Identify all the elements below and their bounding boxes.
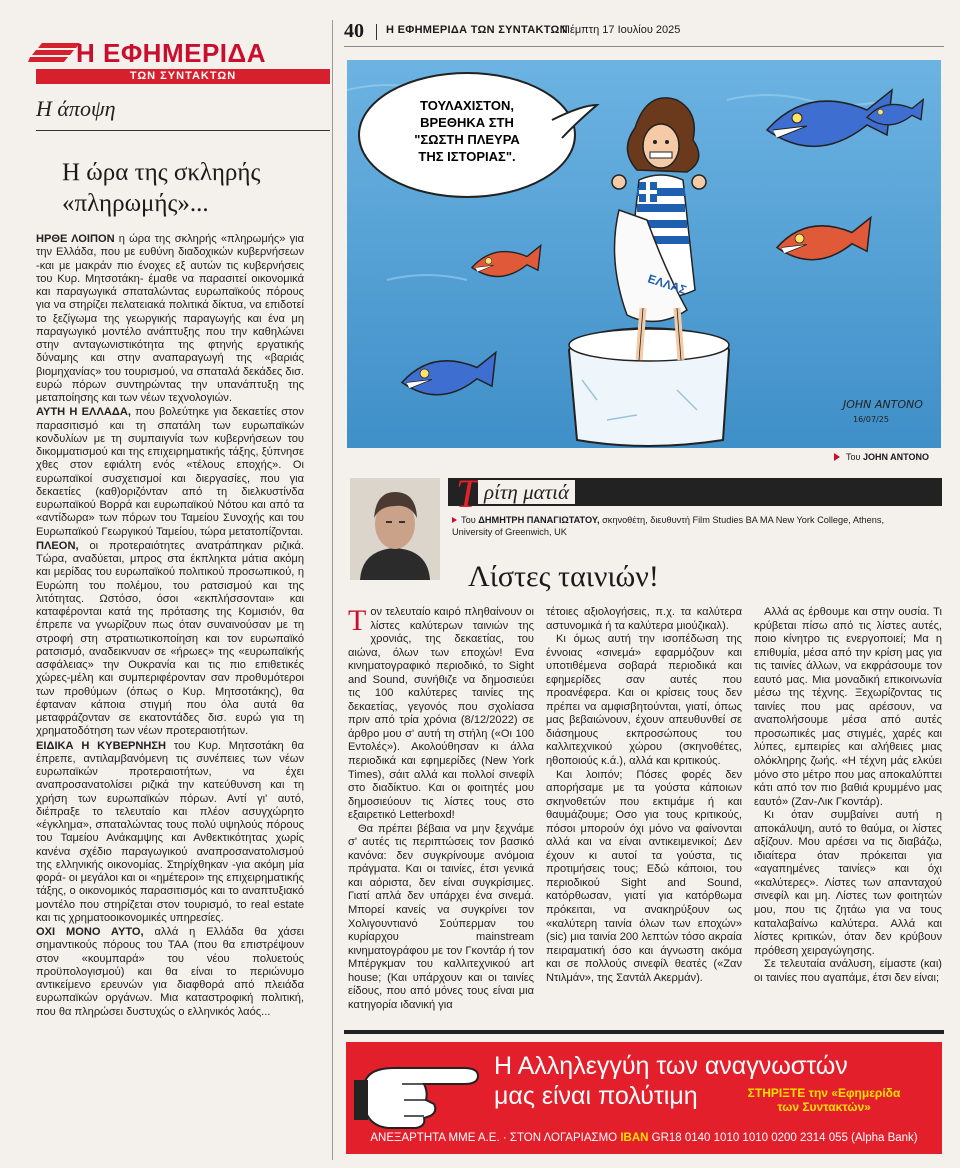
byline-prefix: Του: [461, 515, 479, 525]
byline: [452, 514, 922, 538]
editorial-paragraph: [36, 926, 304, 1019]
iban-label: IBAN: [620, 1132, 649, 1144]
paragraph-lead: ΕΙΔΙΚΑ Η ΚΥΒΕΡΝΗΣΗ: [36, 739, 167, 752]
author-role: σκηνοθέτη, διευθυντή Film Studies BA MA New York College, Athens, University of Greenwich, UK: [452, 515, 885, 537]
cartoon-illustration: [347, 60, 941, 448]
paragraph-lead: ΠΛΕΟΝ,: [36, 539, 79, 552]
ad-divider: [344, 1030, 944, 1034]
ad-bank-info: [346, 1132, 942, 1144]
cartoon-credit: [846, 452, 929, 462]
editorial-headline: [62, 157, 328, 219]
header-separator: [376, 24, 377, 40]
section-label: Η άποψη: [36, 96, 116, 121]
dress-label: ΕΛΛΑΣ: [646, 271, 689, 298]
header-rule: [344, 46, 944, 47]
iban-number: GR18 0140 1010 1010 0200 2314 055: [648, 1132, 848, 1144]
cartoon-date: 16/07/25: [853, 415, 889, 424]
speech-line: ΤΗΣ ΙΣΤΟΡΙΑΣ".: [418, 149, 516, 164]
byline-arrow-icon: [452, 517, 457, 523]
credit-prefix: Του: [846, 452, 863, 462]
article-paragraph: Αλλά ας έρθουμε και στην ουσία. Τι κρύβεται πίσω από τις λίστες αυτές, ποιο κίνητρο τις ενεργοποιεί; Μα η επιθυμία, μέσα από την κρίση μας για τις ταινίες άλλων, να εκφράσουμε τον εαυτό μας. Μια μοναδική επικοινωνία μέσω της τέχνης. Ξεχωρίζοντας τις ταινίες που μας αρέσουν, να αναπολήσουμε μέσα από αυτές προσωπικές μας στιγμές, χαρές και λύπες, εμπειρίες και αλήθειες μιας ολόκληρης ζωής. «Η τέχνη μάς ελκύει μόνο στο μέτρο που μας αποκαλύπτει κάτι από τον πιο βαθιά κρυμμένο μας εαυτό» (Ζαν-Λικ Γκοντάρ).: [754, 606, 942, 808]
editorial-paragraph: [36, 540, 304, 739]
author-portrait: [350, 478, 440, 580]
ice-floe: [569, 328, 729, 446]
issue-date: Πέμπτη 17 Ιουλίου 2025: [562, 24, 681, 36]
cartoon: [347, 60, 941, 448]
ad-support-line: των Συντακτών»: [777, 1100, 871, 1114]
editorial-body: [36, 233, 304, 1020]
section-divider: [36, 130, 330, 131]
article-paragraph: τέτοιες αξιολογήσεις, π.χ. τα καλύτερα αστυνομικά ή τα καλύτερα μιούζικαλ).: [546, 606, 742, 632]
article-paragraph: [348, 606, 534, 823]
masthead-title: Η ΕΦΗΜΕΡΙΔΑ: [76, 38, 266, 68]
paragraph-text: αλλά η Ελλάδα θα χάσει σημαντικούς πόρους του ΤΑΑ (που θα επιστρέψουν στον «κουμπαρά» του νέου πολυετούς προϋπολογισμού) και θα είναι το περιώνυμο αντικείμενο ερευνών για διαφθορά από πλειάδα ευρωπαϊκών οργάνων. Μια καταστροφική πολιτική, που θα πληρώσει δυστυχώς ο ελληνικός λαός...: [36, 926, 304, 1018]
article-paragraph: Κι όμως αυτή την ισοπέδωση της έννοιας «σινεμά» εφαρμόζουν και υποτιθέμενα σοβαρά περιοδικά και εφημερίδες σαν αυτές που προανέφερα. Και οι κρίσεις τους δεν πρέπει να αμφισβητούνται, γιατί, όπως μας βεβαιώνουν, έχουν απευθυνθεί σε διάσημους εκπροσώπους του καλλιτεχνικού χώρου (σκηνοθέτες, ηθοποιούς κ.ά.), αλλά και κριτικούς.: [546, 633, 742, 768]
pointing-hand-icon: [354, 1046, 504, 1136]
page-number: 40: [344, 20, 364, 42]
masthead-subtitle: ΤΩΝ ΣΥΝΤΑΚΤΩΝ: [36, 69, 330, 84]
ad-headline: Η Αλληλεγγύη των αναγνωστών: [494, 1052, 848, 1080]
paragraph-lead: ΟΧΙ ΜΟΝΟ ΑΥΤΟ,: [36, 926, 144, 938]
speech-line: ΒΡΕΘΗΚΑ ΣΤΗ: [420, 115, 514, 130]
credit-name: JOHN ANTONO: [862, 452, 929, 462]
paragraph-lead: ΑΥΤΗ Η ΕΛΛΑΔΑ,: [36, 406, 131, 419]
paragraph-text: του Κυρ. Μητσοτάκη θα έπρεπε, αντιλαμβανόμενη τις συνέπειες των νέων ευρωπαϊκών προτεραιοτήτων, να έχει αναπροσανατολίσει ριζικά την κατεύθυνση και τη χρήση των ευρωπαϊκών πόρων. Αντί γι' αυτό, διέπραξε το τελευταίο και πλέον ασυγχώρητο «έγκλημα», σπαταλώντας τους πολύ υψηλούς πόρους του Ταμείου Ανάκαμψης και Ανθεκτικότητας χωρίς κανένα σχέδιο παραγωγικού αναπροσανατολισμού της ελληνικής οικονομίας. Στηρίχθηκαν -για ακόμη μία φορά- οι μεγάλοι και οι «ημέτεροι» της επιχειρηματικής τάξης, ο οικονομικός παρασιτισμός και το αναπτυξιακό μοντέλο που στηρίζεται στον τουρισμό, το real estate και τις χρηματοοικονομικές υπηρεσίες.: [36, 739, 304, 924]
article-column: [754, 606, 942, 985]
bank-name: (Alpha Bank): [847, 1132, 918, 1144]
article-column: [546, 606, 742, 985]
ad-info-prefix: ΑΝΕΞΑΡΤΗΤΑ ΜΜΕ Α.Ε. · ΣΤΟΝ ΛΟΓΑΡΙΑΣΜΟ: [370, 1132, 621, 1144]
ad-support-line: ΣΤΗΡΙΞΤΕ την «Εφημερίδα: [747, 1086, 901, 1100]
editorial-paragraph: [36, 406, 304, 539]
column-name: ρίτη ματιά: [478, 480, 575, 504]
headline-line: «πληρωμής»...: [62, 190, 209, 217]
editorial-paragraph: [36, 740, 304, 926]
speech-line: "ΣΩΣΤΗ ΠΛΕΥΡΑ: [414, 132, 520, 147]
article-paragraph: Και λοιπόν; Πόσες φορές δεν απορήσαμε με τα γούστα κάποιων σκηνοθετών που εκτιμάμε ή και θαυμάζουμε; Οσο για τους κριτικούς, πόσοι μπορούν όχι μόνο να φαίνονται αλλά και να είναι αντικειμενικοί; Δεν έχουν κι αυτοί τα γούστα, τις προτιμήσεις τους; Εδώ κάποιοι, του περιοδικού Sight and Sound, κατόρθωσαν, γιατί για κατόρθωμα πρόκειται, να ανακηρύξουν ως «καλύτερη ταινία όλων των εποχών» (sic) μια ταινία 200 λεπτών τόσο ακραία πειραματική όσο και άγνωστη ακόμα και σε πολλούς σινεφίλ θεατές («Ζαν Ντιλμάν», της Σαντάλ Ακερμάν).: [546, 768, 742, 984]
column-divider: [332, 20, 333, 1160]
left-column: [28, 28, 328, 219]
paragraph-text: οι προτεραιότητες ανατράπηκαν ριζικά. Τώρα, αναδύεται, μπρος στα έκπληκτα μάτια ακόμη και μερίδας του ευρωπαϊκού πολιτικού προσωπικού, η Ευρώπη του πολέμου, του ρατσισμού και της λιτότητας. Ωστόσο, όσοι «εκπλήσσονται» και καταφέρονται κατά της πρότασης της Κομισιόν, θα έπρεπε να γνωρίζουν πως όταν συναινούσαν με τη στροφή στη στρατιωτικοποίηση και τον ευρωπαϊκό ρατσισμό, αναδεικνυαν σε «ήρωες» της «ευρωπαϊκής ασφάλειας» την Ουκρανία και τις πιο επιθετικές χώρες-μέλη και συμπεριφέρονταν σαν προθυμότεροι των προθύμων (όπως ο Κυρ. Μητσοτάκης), θα έφταναν κάποια στιγμή που όλα αυτά θα μεταφράζονταν σε εκατοντάδες δισ. ευρώ για τη χρηματοδότηση των νέων προτεραιοτήτων.: [36, 539, 304, 738]
paragraph-text: η ώρα της σκληρής «πληρωμής» για την Ελλάδα, που με ευθύνη διαδοχικών κυβερνήσεων -και με μακράν πιο ένοχες εξ αυτών τις κυβερνήσεις του Κυρ. Μητσοτάκη- έμαθε να παρασιτεί οικονομικά και παραγωγικά σπαταλώντας ευρωπαϊκούς πόρους για να στηρίζει πελατειακά πολιτικά δίκτυα, να επιδοτεί το ξεζίγωμα της γεωργικής παραγωγής και ένα μη παραγωγικό μοντέλο ανάπτυξης που την καθηλώνει στην ανταγωνιστικότητα της φτηνής εργατικής δύναμης και στην αναπαραγωγή της «βαριάς βιομηχανίας» του τουρισμού, να σπαταλά δεκάδες δισ. ευρώ πόρων συντηρώντας την υπανάπτυξη της μεταποίησης και των νέων τεχνολογιών.: [36, 233, 304, 404]
paragraph-text: ον τελευταίο καιρό πληθαίνουν οι λίστες καλύτερων ταινιών της χρονιάς, της δεκαετίας, του αιώνα, όλων των εποχών! Ενα κινηματογραφικό περιοδικό, το Sight and Sound, συνήθιζε να δημοσιεύει τις 100 καλύτερες ταινίες της δεκαετίας, γεγονός που σχολίασα πριν από τρία χρόνια (8/12/2022) σε άρθρο μου σ' αυτή τη στήλη («Οι 100 Εντολές»). Ακολούθησαν κι άλλα περιοδικά και εφημερίδες (New York Times), σάιτ αλλά και πολλοί σινεφίλ στο διαδίκτυο. Και οι φοιτητές μου δημοσιεύουν τις λίστες τους στο εξαιρετικό Letterboxd!: [348, 606, 534, 822]
column-banner-initial: Τ: [456, 471, 479, 516]
newspaper-name: Η ΕΦΗΜΕΡΙΔΑ ΤΩΝ ΣΥΝΤΑΚΤΩΝ: [386, 24, 568, 36]
masthead: [28, 28, 328, 84]
cartoon-signature: JOHN ANTONO: [843, 398, 923, 411]
article-column: [348, 606, 534, 1012]
drop-cap: Τ: [348, 604, 367, 637]
speech-line: ΤΟΥΛΑΧΙΣΤΟΝ,: [420, 98, 514, 113]
editorial-paragraph: [36, 233, 304, 405]
headline-line: Η ώρα της σκληρής: [62, 159, 261, 186]
article-paragraph: Κι όταν συμβαίνει αυτή η αποκάλυψη, αυτό το θαύμα, οι λίστες αξίζουν. Μου αρέσει να τις διαβάζω, ιδιαίτερα όταν πρόκειται για «αγαπημένες ταινίες» και όχι «καλύτερες». Λίστες των απανταχού σινεφίλ και μη. Λίστες των φοιτητών μου, που τις ζητάω για να τους καταλαβαίνω καλύτερα. Αλλά και λίστες κριτικών, όταν δεν κρύβουν πρόθεση χειραγώγησης.: [754, 809, 942, 957]
article-paragraph: Θα πρέπει βέβαια να μην ξεχνάμε σ' αυτές τις περιπτώσεις τον βασικό κανόνα: δεν συγκρίνουμε ανόμοια πράγματα. Και οι ταινίες, έτσι γενικά και αόριστα, δεν είναι συγκρίσιμες. Γιατί απλά δεν υπάρχει ένα σινεμά. Μπορεί κανείς να συγκρίνει τον Χολιγουντιανό Σούπερμαν του κυρίαρχου mainstream κινηματογράφου με τον Γκοντάρ ή τον Μπέργκμαν του καλλιτεχνικού art house; (Και υπάρχουν και οι ταινίες είδους, που από μόνες τους είναι μια κατηγορία ιδανική για: [348, 822, 534, 1011]
author-name: ΔΗΜΗΤΡΗ ΠΑΝΑΓΙΩΤΑΤΟΥ,: [478, 515, 600, 525]
article-title: Λίστες ταινιών!: [468, 560, 659, 593]
paragraph-lead: ΗΡΘΕ ΛΟΙΠΟΝ: [36, 233, 115, 245]
author-photo: [350, 478, 440, 580]
solidarity-ad[interactable]: [346, 1042, 942, 1154]
credit-arrow-icon: [834, 453, 840, 461]
ad-support-text: [724, 1086, 924, 1114]
article-paragraph: Σε τελευταία ανάλυση, είμαστε (και) οι ταινίες που αγαπάμε, έτσι δεν είναι;: [754, 958, 942, 984]
paragraph-text: που βολεύτηκε για δεκαετίες στον παρασιτισμό και τη σπατάλη των ευρωπαϊκών κονδυλίων με τη συμπαιγνία των κυβερνήσεων του δικομματισμού και της επιχειρηματικής τάξης, ξύπνησε χθες στον εφιάλτη ενός «τέλους εποχής». Οι ευρωπαϊκοί συσχετισμοί και διεργασίες, που για δεκαετίες (καθ)οριζόνταν από τη διελκυστίνδα ευρωπαϊκού Βορρά και ευρωπαϊκού Νότου και από τα «αντίδωρα» των πόρων του Ταμείου Συνοχής και του Ευρωπαϊκού Γεωργικού Ταμείου, τώρα μετατοπίζονται.: [36, 406, 304, 538]
ad-headline: μας είναι πολύτιμη: [494, 1082, 698, 1110]
page-header: [344, 20, 944, 44]
